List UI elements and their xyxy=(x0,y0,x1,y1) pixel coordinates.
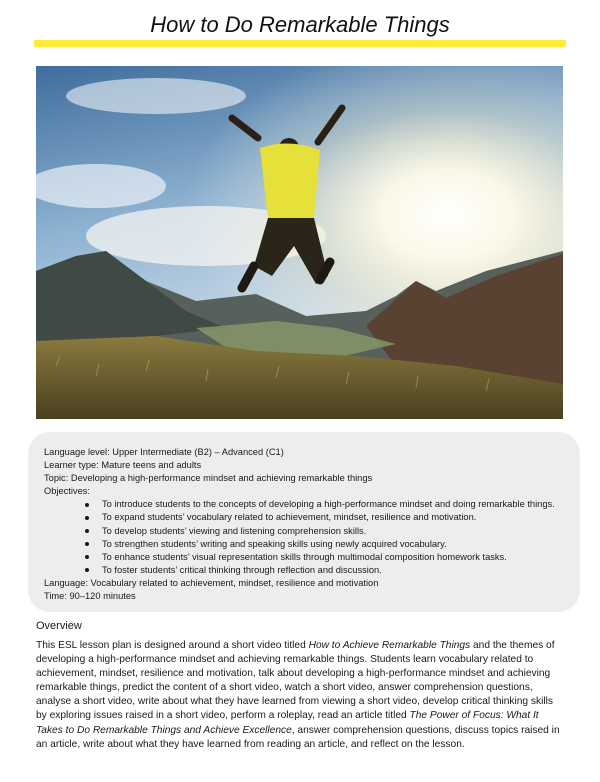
language-value: Vocabulary related to achievement, mindset, resilience and motivation xyxy=(87,577,379,588)
lesson-info-box xyxy=(28,432,580,612)
time-label: Time: xyxy=(44,591,67,602)
language-label: Language: xyxy=(44,577,88,588)
topic-label: Topic: xyxy=(44,473,69,484)
page-title: How to Do Remarkable Things xyxy=(150,12,450,37)
overview-text-1: This ESL lesson plan is designed around a short video titled xyxy=(36,640,309,651)
overview-text-3: , answer comprehension questions, discuss topics raised in an article, write about what they have learned from reading an article, and reflect on the lesson. xyxy=(36,724,560,750)
language-level-label: Language level: xyxy=(44,447,110,457)
overview-paragraph xyxy=(36,639,566,752)
learner-type-value: Mature teens and adults xyxy=(98,460,202,471)
objective-item: To foster students’ critical thinking through reflection and discussion. xyxy=(102,564,564,577)
topic-row xyxy=(44,472,564,485)
objectives-label: Objectives: xyxy=(44,486,90,497)
hero-image xyxy=(36,66,563,419)
objective-item: To expand students’ vocabulary related to achievement, mindset, resilience and motivation. xyxy=(102,511,564,524)
topic-value: Developing a high-performance mindset and achieving remarkable things xyxy=(68,473,373,484)
overview-heading: Overview xyxy=(36,620,82,632)
objective-item: To strengthen students’ writing and speaking skills using newly acquired vocabulary. xyxy=(102,538,564,551)
learner-type-row xyxy=(44,459,564,472)
time-row xyxy=(44,590,564,603)
objective-item: To introduce students to the concepts of developing a high-performance mindset and doing remarkable things. xyxy=(102,498,564,511)
title-underline xyxy=(34,40,566,47)
objective-item: To develop students’ viewing and listening comprehension skills. xyxy=(102,525,564,538)
overview-text-2: and the themes of developing a high-performance mindset and achieving remarkable things. Students learn vocabulary related to achievement, mindset, resilience and motivation, talk about developing a high-performance mindset and achieving remarkable things, predict the content of a short video, watch a short video, answer comprehension questions, analyse a short video, write about what they have learned from viewing a short video, develop critical thinking skills by exploring issues raised in a short video, perform a roleplay, read an article titled xyxy=(36,640,555,722)
video-title: How to Achieve Remarkable Things xyxy=(308,640,471,651)
article-title: The Power of Focus: What It Takes to Do Remarkable Things and Achieve Excellence xyxy=(36,710,539,736)
objective-item: To enhance students’ visual representation skills through multimodal composition homework tasks. xyxy=(102,551,564,564)
learner-type-label: Learner type: xyxy=(44,460,99,471)
objectives-list xyxy=(44,498,564,577)
language-level-row xyxy=(44,446,564,459)
time-value: 90–120 minutes xyxy=(66,591,136,602)
person-jumping-mountains-photo xyxy=(36,66,563,419)
language-level-value: Upper Intermediate (B2) – Advanced (C1) xyxy=(109,447,284,457)
language-row xyxy=(44,577,564,590)
